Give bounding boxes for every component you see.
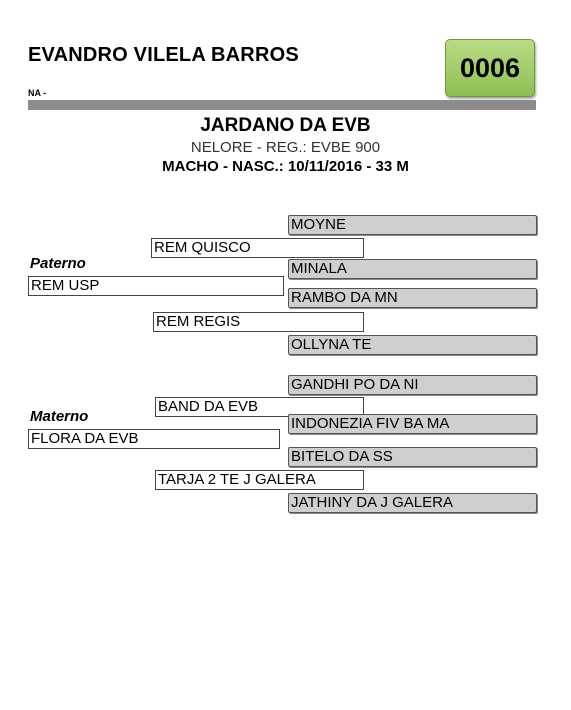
pedigree-sire-dam-dam: OLLYNA TE xyxy=(288,335,537,355)
materno-label: Materno xyxy=(30,408,89,425)
sex-birth-info: MACHO - NASC.: 10/11/2016 - 33 M xyxy=(162,158,409,175)
na-label: NA - xyxy=(28,88,47,98)
owner-name: EVANDRO VILELA BARROS xyxy=(28,44,299,66)
pedigree-dam-sire: BAND DA EVB xyxy=(155,397,364,417)
lot-number-badge: 0006 xyxy=(445,39,535,97)
pedigree-sire-dam: REM REGIS xyxy=(153,312,364,332)
pedigree-dam-dam-dam: JATHINY DA J GALERA xyxy=(288,493,537,513)
animal-name: JARDANO DA EVB xyxy=(200,115,371,136)
pedigree-sire-sire-sire: MOYNE xyxy=(288,215,537,235)
pedigree-dam-dam-sire: BITELO DA SS xyxy=(288,447,537,467)
breed-registration: NELORE - REG.: EVBE 900 xyxy=(190,139,381,156)
pedigree-sire-sire-dam: MINALA xyxy=(288,259,537,279)
pedigree-dam-sire-dam: INDONEZIA FIV BA MA xyxy=(288,414,537,434)
pedigree-sire-sire: REM QUISCO xyxy=(151,238,364,258)
pedigree-sire-dam-sire: RAMBO DA MN xyxy=(288,288,537,308)
pedigree-dam: FLORA DA EVB xyxy=(28,429,280,449)
pedigree-dam-sire-sire: GANDHI PO DA NI xyxy=(288,375,537,395)
header-divider xyxy=(28,100,536,110)
pedigree-dam-dam: TARJA 2 TE J GALERA xyxy=(155,470,364,490)
pedigree-sire: REM USP xyxy=(28,276,284,296)
paterno-label: Paterno xyxy=(30,255,86,272)
